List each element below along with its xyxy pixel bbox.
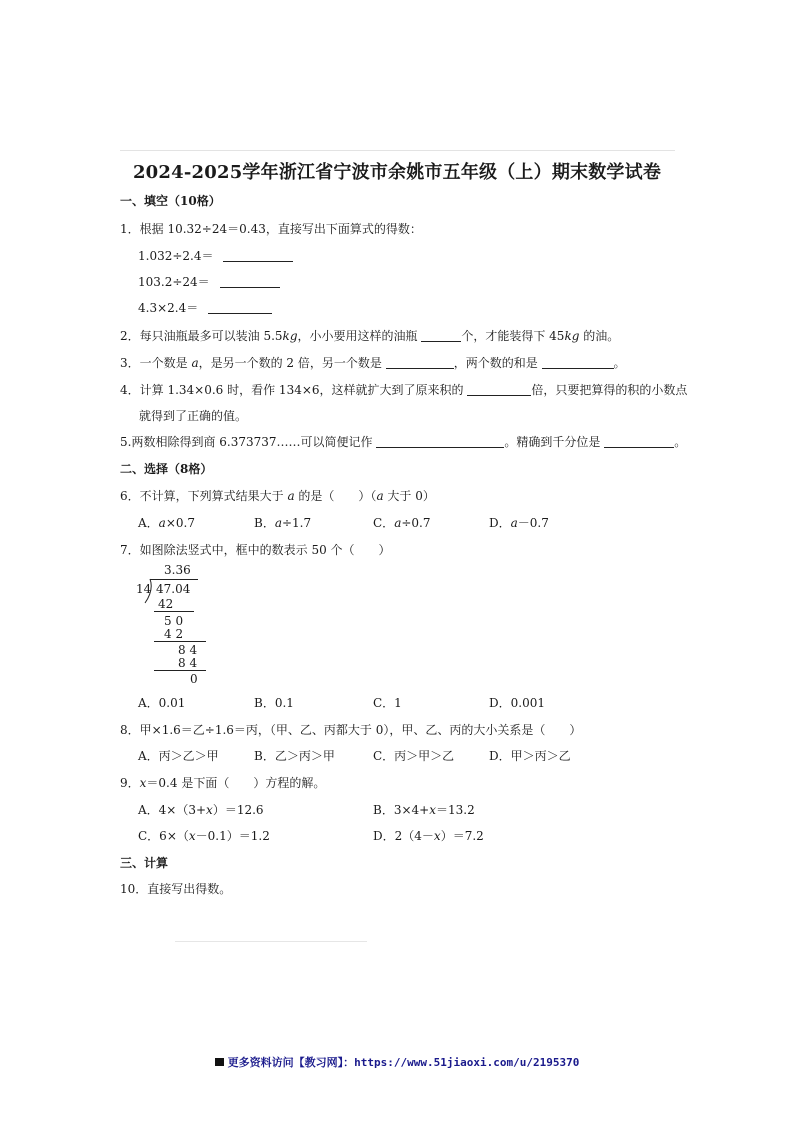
q6-text-2: 的是（ ）（ bbox=[294, 489, 377, 503]
q2-text-1: 2．每只油瓶最多可以装油 5.5 bbox=[120, 329, 283, 343]
q3-variable: a bbox=[191, 356, 199, 370]
header-rule bbox=[120, 150, 675, 151]
division-bar bbox=[150, 579, 198, 580]
q3-answer-blank-2[interactable] bbox=[542, 356, 614, 369]
q6-option-d[interactable]: D．a－0.7 bbox=[489, 516, 549, 530]
q4-text-2: 倍，只要把算得的积的小数点 bbox=[531, 383, 688, 397]
q9-stem bbox=[120, 774, 325, 791]
q9-text: ＝0.4 是下面（ ）方程的解。 bbox=[146, 776, 326, 790]
q5-answer-blank-1[interactable] bbox=[376, 435, 504, 448]
q4-stem bbox=[120, 381, 687, 398]
q5-text-1: 5.两数相除得到商 6.373737……可以简便记作 bbox=[120, 435, 373, 449]
q5-text-3: 。 bbox=[674, 435, 687, 449]
section-heading-fill: 一、填空（10格） bbox=[120, 194, 221, 208]
section-heading-choice: 二、选择（8格） bbox=[120, 462, 213, 476]
q3-answer-blank-1[interactable] bbox=[386, 356, 454, 369]
division-line-1 bbox=[154, 611, 194, 612]
q6-text-3: 大于 0） bbox=[383, 489, 435, 503]
division-divisor: 14 bbox=[136, 582, 152, 596]
q3-text-4: 。 bbox=[613, 356, 626, 370]
q2-answer-blank[interactable] bbox=[421, 329, 461, 342]
q7-stem: 7．如图除法竖式中，框中的数表示 50 个（ ） bbox=[120, 543, 391, 557]
q2-text-4: 的油。 bbox=[579, 329, 620, 343]
q1-stem: 1．根据 10.32÷24＝0.43，直接写出下面算式的得数： bbox=[120, 222, 422, 236]
footer-rule bbox=[175, 941, 367, 942]
flag-icon bbox=[215, 1058, 224, 1066]
q7-option-d[interactable]: D．0.001 bbox=[489, 696, 545, 710]
q9-option-b[interactable]: B．3×4+x＝13.2 bbox=[373, 803, 475, 817]
q1-expression-c: 4.3×2.4＝ bbox=[138, 301, 199, 315]
q8-option-d[interactable]: D．甲＞丙＞乙 bbox=[489, 749, 571, 763]
q4-answer-blank[interactable] bbox=[467, 383, 531, 396]
q2-unit-2: kg bbox=[564, 329, 580, 343]
q8-stem: 8．甲×1.6＝乙÷1.6＝丙，（甲、乙、丙都大于 0），甲、乙、丙的大小关系是（ ） bbox=[120, 723, 582, 737]
q6-variable: a bbox=[287, 489, 295, 503]
section-heading-calc: 三、计算 bbox=[120, 856, 169, 870]
q8-option-a[interactable]: A．丙＞乙＞甲 bbox=[138, 749, 219, 763]
q5-stem bbox=[120, 433, 686, 450]
q9-number: 9． bbox=[120, 776, 140, 790]
q7-option-c[interactable]: C．1 bbox=[373, 696, 402, 710]
q9-option-d[interactable]: D．2（4－x）＝7.2 bbox=[373, 829, 484, 843]
q9-option-c[interactable]: C．6×（x－0.1）＝1.2 bbox=[138, 829, 270, 843]
q10-stem: 10．直接写出得数。 bbox=[120, 882, 232, 896]
q1-item-c bbox=[138, 299, 272, 316]
division-step-2: 5 0 bbox=[164, 614, 184, 628]
q7-option-a[interactable]: A．0.01 bbox=[138, 696, 186, 710]
q2-stem bbox=[120, 327, 619, 344]
q1-answer-blank-c[interactable] bbox=[208, 301, 272, 314]
footer-text: 更多资料访问【教习网】：https://www.51jiaoxi.com/u/2195370 bbox=[227, 1056, 580, 1069]
q6-text-1: 6．不计算，下列算式结果大于 bbox=[120, 489, 288, 503]
q1-expression-a: 1.032÷2.4＝ bbox=[138, 249, 214, 263]
q3-text-2: ，是另一个数的 2 倍，另一个数是 bbox=[198, 356, 382, 370]
q2-unit-1: kg bbox=[282, 329, 298, 343]
division-step-1: 42 bbox=[158, 597, 174, 611]
q6-option-b[interactable]: B．a÷1.7 bbox=[254, 516, 312, 530]
page-title: 2024-2025学年浙江省宁波市余姚市五年级（上）期末数学试卷 bbox=[132, 162, 662, 183]
q6-option-a[interactable]: A．a×0.7 bbox=[138, 516, 195, 530]
q3-text-1: 3．一个数是 bbox=[120, 356, 192, 370]
q1-item-b bbox=[138, 273, 280, 290]
q5-answer-blank-2[interactable] bbox=[604, 435, 674, 448]
division-line-2 bbox=[154, 641, 206, 642]
q1-answer-blank-a[interactable] bbox=[223, 249, 293, 262]
q7-option-b[interactable]: B．0.1 bbox=[254, 696, 294, 710]
q5-text-2: 。精确到千分位是 bbox=[504, 435, 601, 449]
q2-text-2: ，小小要用这样的油瓶 bbox=[297, 329, 418, 343]
division-quotient: 3.36 bbox=[164, 563, 191, 577]
q9-option-a[interactable]: A．4×（3+x）＝12.6 bbox=[138, 803, 264, 817]
q2-text-3: 个，才能装得下 45 bbox=[461, 329, 565, 343]
footer-link[interactable] bbox=[0, 1054, 794, 1070]
q9-variable: x bbox=[139, 776, 147, 790]
q1-answer-blank-b[interactable] bbox=[220, 275, 280, 288]
q8-option-c[interactable]: C．丙＞甲＞乙 bbox=[373, 749, 455, 763]
q3-text-3: ，两个数的和是 bbox=[453, 356, 538, 370]
q6-option-c[interactable]: C．a÷0.7 bbox=[373, 516, 431, 530]
q6-stem bbox=[120, 487, 435, 504]
q8-option-b[interactable]: B．乙＞丙＞甲 bbox=[254, 749, 335, 763]
q4-continuation: 就得到了正确的值。 bbox=[139, 409, 248, 423]
q3-stem bbox=[120, 354, 626, 371]
division-step-3: 4 2 bbox=[164, 627, 184, 641]
q1-expression-b: 103.2÷24＝ bbox=[138, 275, 210, 289]
division-dividend: 47.04 bbox=[156, 582, 191, 596]
division-remainder: 0 bbox=[190, 672, 198, 686]
q4-text-1: 4．计算 1.34×0.6 时，看作 134×6，这样就扩大到了原来积的 bbox=[120, 383, 464, 397]
q1-item-a bbox=[138, 247, 293, 264]
q6-variable-2: a bbox=[376, 489, 384, 503]
division-line-3 bbox=[154, 670, 206, 671]
division-step-4: 8 4 bbox=[178, 643, 198, 657]
division-step-5: 8 4 bbox=[178, 656, 198, 670]
